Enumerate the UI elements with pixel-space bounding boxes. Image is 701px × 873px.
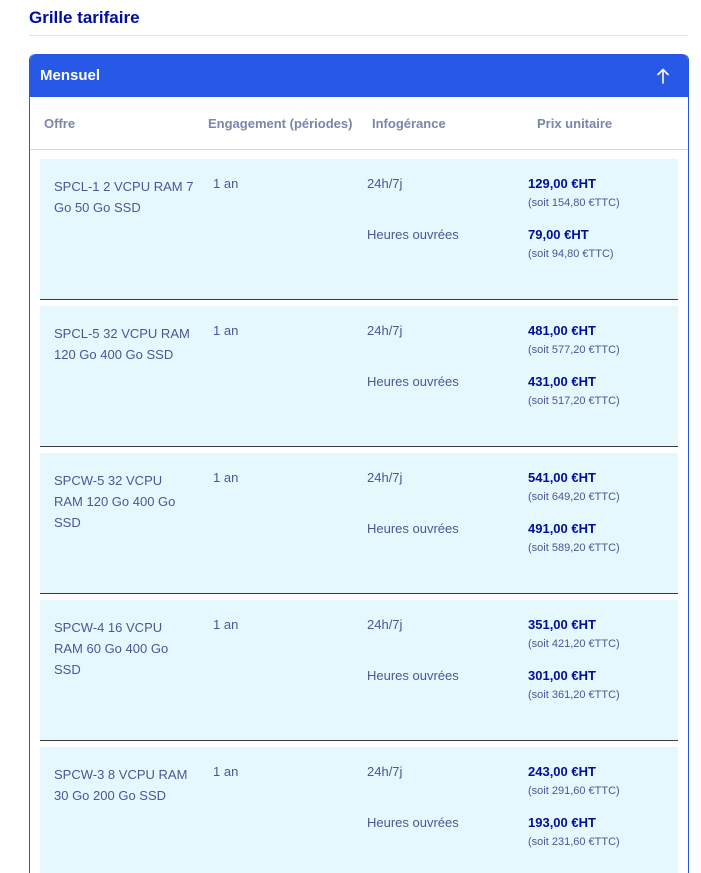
table-row — [40, 453, 678, 594]
page-title: Grille tarifaire — [29, 8, 140, 27]
table-row — [40, 600, 678, 741]
infogerance-value: 24h/7j — [367, 764, 403, 779]
offer-name: SPCW-3 8 VCPU RAM 30 Go 200 Go SSD — [54, 767, 188, 803]
column-header-engagement: Engagement (périodes) — [208, 115, 353, 131]
accordion-title: Mensuel — [40, 67, 101, 84]
price-ttc: (soit 577,20 €TTC) — [528, 344, 620, 356]
price-ttc: (soit 421,20 €TTC) — [528, 638, 620, 650]
column-header-prix: Prix unitaire — [537, 115, 613, 131]
infogerance-value: Heures ouvrées — [367, 815, 459, 830]
price-ttc: (soit 517,20 €TTC) — [528, 395, 620, 407]
price-ht: 491,00 €HT — [528, 521, 596, 536]
price-ttc: (soit 361,20 €TTC) — [528, 689, 620, 701]
price-ttc: (soit 291,60 €TTC) — [528, 785, 620, 797]
infogerance-value: Heures ouvrées — [367, 521, 459, 536]
title-divider — [29, 35, 688, 36]
engagement-value: 1 an — [213, 176, 239, 191]
engagement-value: 1 an — [213, 470, 239, 485]
price-ht: 79,00 €HT — [528, 227, 589, 242]
offer-name: SPCL-5 32 VCPU RAM 120 Go 400 Go SSD — [54, 326, 190, 362]
table-row — [40, 306, 678, 447]
price-ht: 129,00 €HT — [528, 176, 596, 191]
pricing-accordion — [29, 54, 689, 873]
offer-name: SPCW-4 16 VCPU RAM 60 Go 400 Go SSD — [54, 620, 169, 677]
offer-name: SPCW-5 32 VCPU RAM 120 Go 400 Go SSD — [54, 473, 176, 530]
price-ht: 351,00 €HT — [528, 617, 596, 632]
price-ht: 541,00 €HT — [528, 470, 596, 485]
table-header — [30, 97, 688, 150]
engagement-value: 1 an — [213, 323, 239, 338]
infogerance-value: Heures ouvrées — [367, 668, 459, 683]
price-ht: 243,00 €HT — [528, 764, 596, 779]
column-header-infogerance: Infogérance — [372, 115, 446, 131]
engagement-value: 1 an — [213, 617, 239, 632]
price-ttc: (soit 154,80 €TTC) — [528, 197, 620, 209]
infogerance-value: 24h/7j — [367, 470, 403, 485]
price-ttc: (soit 649,20 €TTC) — [528, 491, 620, 503]
price-ht: 431,00 €HT — [528, 374, 596, 389]
price-ttc: (soit 94,80 €TTC) — [528, 248, 614, 260]
table-row — [40, 159, 678, 300]
infogerance-value: 24h/7j — [367, 176, 403, 191]
infogerance-value: 24h/7j — [367, 617, 403, 632]
column-header-offre: Offre — [44, 115, 76, 131]
accordion-header-mensuel[interactable] — [30, 54, 688, 97]
price-ht: 301,00 €HT — [528, 668, 596, 683]
infogerance-value: 24h/7j — [367, 323, 403, 338]
price-ttc: (soit 589,20 €TTC) — [528, 542, 620, 554]
price-ht: 481,00 €HT — [528, 323, 596, 338]
infogerance-value: Heures ouvrées — [367, 227, 459, 242]
table-row — [40, 747, 678, 873]
arrow-up-icon[interactable] — [654, 67, 672, 85]
offer-name: SPCL-1 2 VCPU RAM 7 Go 50 Go SSD — [54, 179, 194, 215]
infogerance-value: Heures ouvrées — [367, 374, 459, 389]
engagement-value: 1 an — [213, 764, 239, 779]
table-body — [30, 150, 688, 873]
price-ht: 193,00 €HT — [528, 815, 596, 830]
price-ttc: (soit 231,60 €TTC) — [528, 836, 620, 848]
